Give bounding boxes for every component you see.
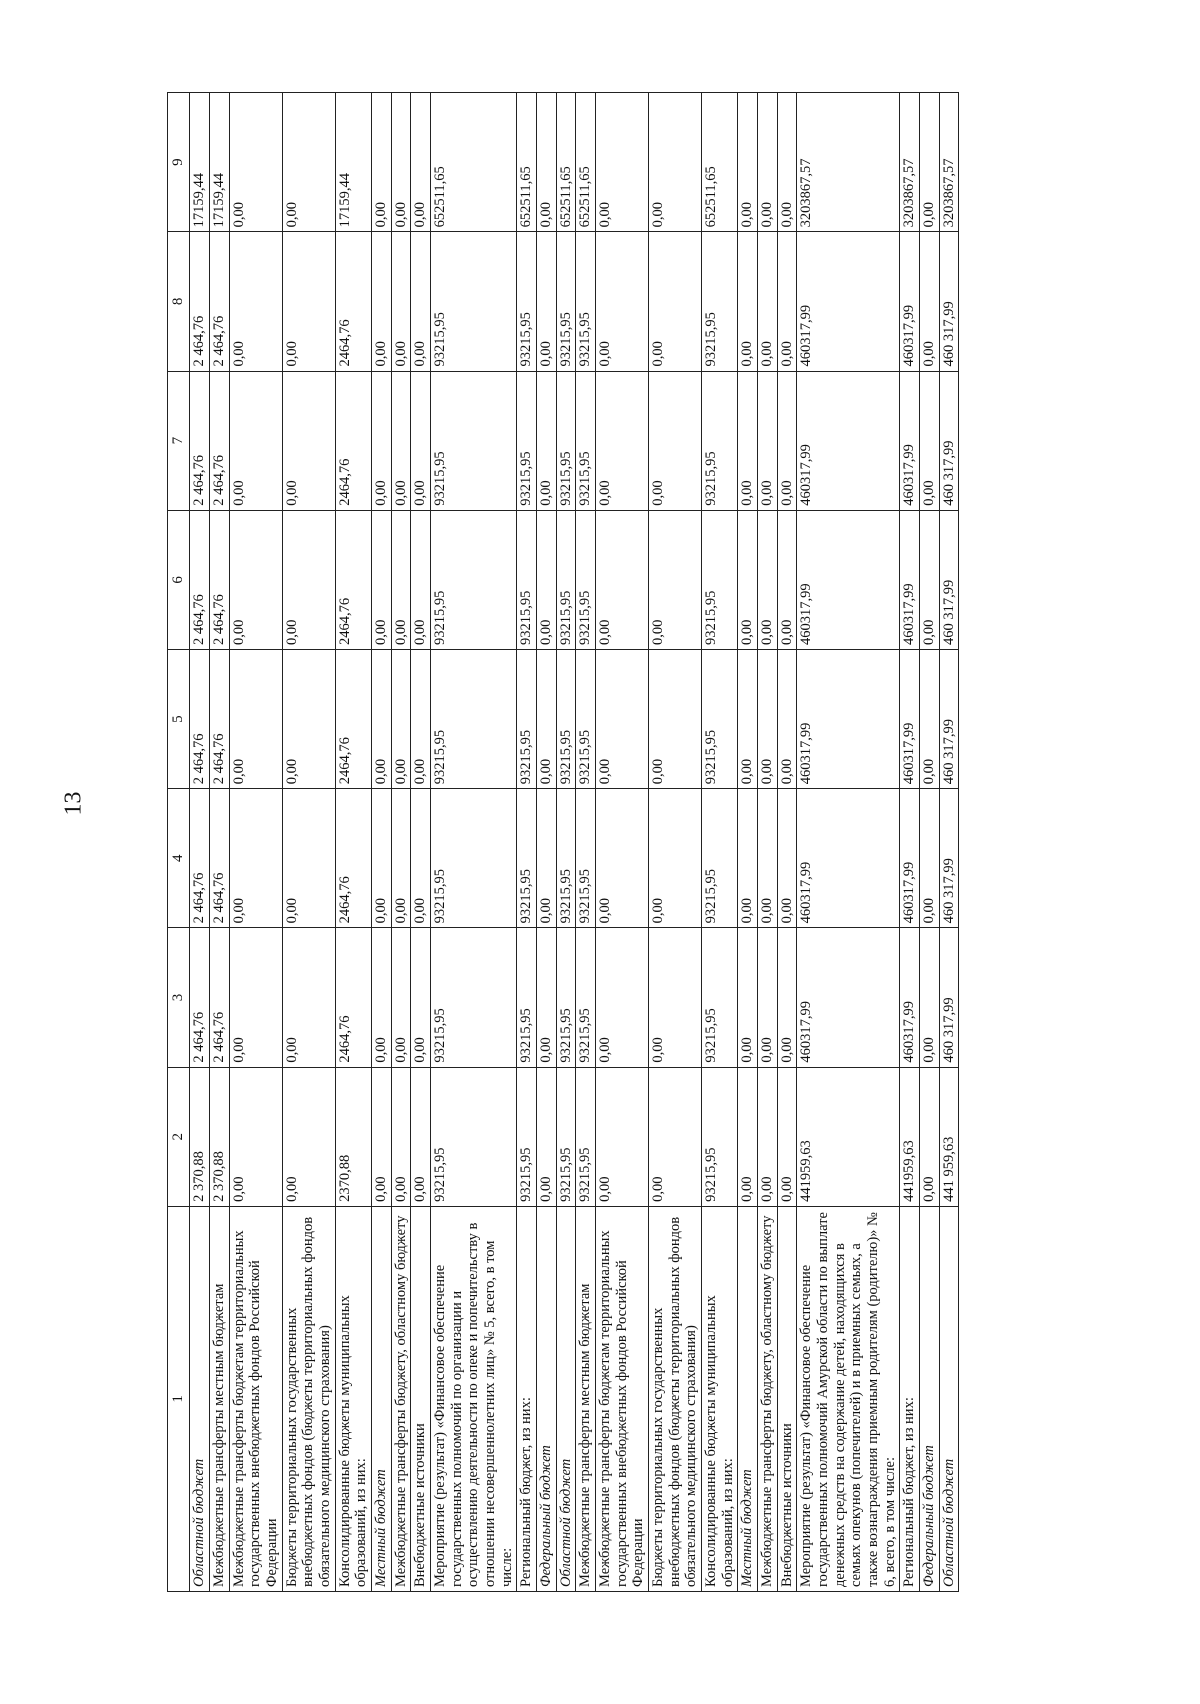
value-cell: 460 317,99 bbox=[939, 649, 959, 788]
column-header: 4 bbox=[168, 789, 190, 928]
row-label: Федеральный бюджет bbox=[537, 1206, 557, 1591]
value-cell: 0,00 bbox=[758, 1067, 778, 1206]
budget-table bbox=[167, 92, 959, 1592]
value-cell: 0,00 bbox=[391, 232, 411, 371]
value-cell: 460317,99 bbox=[797, 789, 900, 928]
value-cell: 3203867,57 bbox=[900, 93, 920, 232]
column-header: 5 bbox=[168, 649, 190, 788]
value-cell: 0,00 bbox=[371, 789, 391, 928]
value-cell: 93215,95 bbox=[702, 232, 738, 371]
value-cell: 460317,99 bbox=[797, 232, 900, 371]
value-cell: 93215,95 bbox=[430, 510, 516, 649]
value-cell: 2464,76 bbox=[335, 928, 371, 1067]
column-header: 8 bbox=[168, 232, 190, 371]
value-cell: 0,00 bbox=[411, 789, 431, 928]
table-row bbox=[702, 93, 738, 1592]
value-cell: 460 317,99 bbox=[939, 510, 959, 649]
value-cell: 2 464,76 bbox=[209, 232, 229, 371]
value-cell: 93215,95 bbox=[517, 232, 537, 371]
value-cell: 0,00 bbox=[777, 510, 797, 649]
row-label: Бюджеты территориальных государственных внебюджетных фондов (бюджеты территориальных фондов обязательного медицинского страхования) bbox=[649, 1206, 702, 1591]
value-cell: 0,00 bbox=[596, 232, 649, 371]
value-cell: 93215,95 bbox=[576, 928, 596, 1067]
column-header: 9 bbox=[168, 93, 190, 232]
row-label: Межбюджетные трансферты бюджету, областному бюджету bbox=[758, 1206, 778, 1591]
value-cell: 0,00 bbox=[282, 93, 335, 232]
value-cell: 0,00 bbox=[411, 93, 431, 232]
value-cell: 2 464,76 bbox=[190, 371, 210, 510]
value-cell: 0,00 bbox=[371, 649, 391, 788]
value-cell: 460317,99 bbox=[900, 232, 920, 371]
value-cell: 17159,44 bbox=[335, 93, 371, 232]
value-cell: 17159,44 bbox=[190, 93, 210, 232]
value-cell: 0,00 bbox=[371, 232, 391, 371]
table-header bbox=[168, 93, 190, 1592]
row-label: Внебюджетные источники bbox=[411, 1206, 431, 1591]
table-row bbox=[391, 93, 411, 1592]
table-row bbox=[282, 93, 335, 1592]
table-row bbox=[920, 93, 940, 1592]
table-row bbox=[335, 93, 371, 1592]
value-cell: 93215,95 bbox=[517, 1067, 537, 1206]
value-cell: 0,00 bbox=[537, 510, 557, 649]
column-header: 3 bbox=[168, 928, 190, 1067]
value-cell: 0,00 bbox=[229, 371, 282, 510]
row-label: Консолидированные бюджеты муниципальных образований, из них: bbox=[702, 1206, 738, 1591]
value-cell: 652511,65 bbox=[517, 93, 537, 232]
value-cell: 460317,99 bbox=[797, 928, 900, 1067]
column-header: 7 bbox=[168, 371, 190, 510]
value-cell: 93215,95 bbox=[556, 649, 576, 788]
value-cell: 2 370,88 bbox=[190, 1067, 210, 1206]
value-cell: 0,00 bbox=[282, 510, 335, 649]
value-cell: 0,00 bbox=[596, 789, 649, 928]
value-cell: 93215,95 bbox=[430, 1067, 516, 1206]
value-cell: 93215,95 bbox=[556, 232, 576, 371]
column-header: 6 bbox=[168, 510, 190, 649]
row-label: Межбюджетные трансферты бюджетам территориальных государственных внебюджетных фондов Российской Федерации bbox=[229, 1206, 282, 1591]
rotated-table-wrapper bbox=[167, 92, 1137, 1592]
table-row bbox=[209, 93, 229, 1592]
value-cell: 2 464,76 bbox=[209, 928, 229, 1067]
table-row bbox=[229, 93, 282, 1592]
value-cell: 0,00 bbox=[758, 510, 778, 649]
value-cell: 0,00 bbox=[920, 789, 940, 928]
value-cell: 0,00 bbox=[920, 928, 940, 1067]
value-cell: 93215,95 bbox=[430, 789, 516, 928]
value-cell: 0,00 bbox=[777, 371, 797, 510]
table-row bbox=[777, 93, 797, 1592]
value-cell: 0,00 bbox=[371, 510, 391, 649]
value-cell: 2464,76 bbox=[335, 649, 371, 788]
value-cell: 2370,88 bbox=[335, 1067, 371, 1206]
value-cell: 93215,95 bbox=[430, 232, 516, 371]
table-row bbox=[430, 93, 516, 1592]
value-cell: 0,00 bbox=[738, 510, 758, 649]
value-cell: 93215,95 bbox=[576, 649, 596, 788]
value-cell: 460317,99 bbox=[797, 510, 900, 649]
value-cell: 0,00 bbox=[649, 93, 702, 232]
value-cell: 0,00 bbox=[738, 371, 758, 510]
value-cell: 93215,95 bbox=[517, 649, 537, 788]
value-cell: 2464,76 bbox=[335, 232, 371, 371]
table-row bbox=[900, 93, 920, 1592]
value-cell: 93215,95 bbox=[702, 649, 738, 788]
value-cell: 0,00 bbox=[371, 371, 391, 510]
value-cell: 0,00 bbox=[738, 928, 758, 1067]
value-cell: 0,00 bbox=[537, 371, 557, 510]
value-cell: 93215,95 bbox=[517, 371, 537, 510]
value-cell: 0,00 bbox=[229, 510, 282, 649]
value-cell: 0,00 bbox=[649, 1067, 702, 1206]
value-cell: 3203867,57 bbox=[939, 93, 959, 232]
value-cell: 0,00 bbox=[758, 371, 778, 510]
value-cell: 0,00 bbox=[391, 510, 411, 649]
page-number: 13 bbox=[60, 791, 87, 816]
value-cell: 0,00 bbox=[411, 371, 431, 510]
table-body bbox=[190, 93, 959, 1592]
value-cell: 0,00 bbox=[649, 232, 702, 371]
table-row bbox=[939, 93, 959, 1592]
value-cell: 0,00 bbox=[391, 649, 411, 788]
row-label: Областной бюджет bbox=[556, 1206, 576, 1591]
value-cell: 0,00 bbox=[738, 789, 758, 928]
value-cell: 2464,76 bbox=[335, 371, 371, 510]
value-cell: 93215,95 bbox=[702, 789, 738, 928]
value-cell: 0,00 bbox=[537, 789, 557, 928]
value-cell: 93215,95 bbox=[556, 1067, 576, 1206]
value-cell: 460317,99 bbox=[900, 371, 920, 510]
value-cell: 0,00 bbox=[596, 1067, 649, 1206]
value-cell: 2464,76 bbox=[335, 510, 371, 649]
value-cell: 17159,44 bbox=[209, 93, 229, 232]
value-cell: 460317,99 bbox=[797, 371, 900, 510]
value-cell: 0,00 bbox=[649, 928, 702, 1067]
value-cell: 0,00 bbox=[596, 649, 649, 788]
row-label: Региональный бюджет, из них: bbox=[517, 1206, 537, 1591]
value-cell: 0,00 bbox=[411, 928, 431, 1067]
value-cell: 2 464,76 bbox=[190, 928, 210, 1067]
value-cell: 652511,65 bbox=[702, 93, 738, 232]
value-cell: 0,00 bbox=[391, 789, 411, 928]
value-cell: 652511,65 bbox=[576, 93, 596, 232]
value-cell: 0,00 bbox=[649, 789, 702, 928]
value-cell: 0,00 bbox=[649, 371, 702, 510]
value-cell: 0,00 bbox=[282, 232, 335, 371]
value-cell: 0,00 bbox=[537, 232, 557, 371]
value-cell: 93215,95 bbox=[517, 928, 537, 1067]
value-cell: 93215,95 bbox=[556, 371, 576, 510]
table-row bbox=[537, 93, 557, 1592]
value-cell: 0,00 bbox=[411, 649, 431, 788]
value-cell: 460 317,99 bbox=[939, 232, 959, 371]
value-cell: 3203867,57 bbox=[797, 93, 900, 232]
value-cell: 93215,95 bbox=[702, 510, 738, 649]
value-cell: 0,00 bbox=[371, 1067, 391, 1206]
value-cell: 0,00 bbox=[920, 371, 940, 510]
value-cell: 0,00 bbox=[738, 1067, 758, 1206]
row-label: Консолидированные бюджеты муниципальных образований, из них: bbox=[335, 1206, 371, 1591]
value-cell: 93215,95 bbox=[702, 1067, 738, 1206]
value-cell: 0,00 bbox=[738, 232, 758, 371]
value-cell: 93215,95 bbox=[576, 232, 596, 371]
value-cell: 0,00 bbox=[229, 232, 282, 371]
header-row bbox=[168, 93, 190, 1592]
value-cell: 460317,99 bbox=[900, 928, 920, 1067]
row-label: Федеральный бюджет bbox=[920, 1206, 940, 1591]
value-cell: 652511,65 bbox=[430, 93, 516, 232]
value-cell: 0,00 bbox=[411, 1067, 431, 1206]
table-row bbox=[649, 93, 702, 1592]
value-cell: 93215,95 bbox=[702, 371, 738, 510]
value-cell: 93215,95 bbox=[576, 371, 596, 510]
value-cell: 0,00 bbox=[649, 649, 702, 788]
row-label: Региональный бюджет, из них: bbox=[900, 1206, 920, 1591]
value-cell: 93215,95 bbox=[556, 510, 576, 649]
value-cell: 0,00 bbox=[920, 93, 940, 232]
table-row bbox=[738, 93, 758, 1592]
value-cell: 0,00 bbox=[229, 928, 282, 1067]
value-cell: 0,00 bbox=[391, 928, 411, 1067]
value-cell: 0,00 bbox=[371, 928, 391, 1067]
value-cell: 0,00 bbox=[537, 928, 557, 1067]
value-cell: 93215,95 bbox=[576, 510, 596, 649]
value-cell: 93215,95 bbox=[576, 789, 596, 928]
row-label: Местный бюджет bbox=[738, 1206, 758, 1591]
value-cell: 460317,99 bbox=[797, 649, 900, 788]
row-label: Местный бюджет bbox=[371, 1206, 391, 1591]
value-cell: 0,00 bbox=[537, 649, 557, 788]
value-cell: 2464,76 bbox=[335, 789, 371, 928]
value-cell: 0,00 bbox=[229, 789, 282, 928]
value-cell: 0,00 bbox=[596, 93, 649, 232]
value-cell: 0,00 bbox=[371, 93, 391, 232]
row-label: Мероприятие (результат) «Финансовое обеспечение государственных полномочий по организации и осуществлению деятельности по опеке и попечительству в отношении несовершеннолетних лиц» № 5, всего, в том числе: bbox=[430, 1206, 516, 1591]
value-cell: 93215,95 bbox=[430, 649, 516, 788]
value-cell: 93215,95 bbox=[556, 789, 576, 928]
value-cell: 0,00 bbox=[391, 371, 411, 510]
value-cell: 0,00 bbox=[282, 928, 335, 1067]
value-cell: 460317,99 bbox=[900, 649, 920, 788]
value-cell: 0,00 bbox=[920, 510, 940, 649]
value-cell: 0,00 bbox=[282, 1067, 335, 1206]
value-cell: 460317,99 bbox=[900, 510, 920, 649]
value-cell: 0,00 bbox=[920, 232, 940, 371]
value-cell: 0,00 bbox=[282, 649, 335, 788]
value-cell: 0,00 bbox=[758, 93, 778, 232]
value-cell: 93215,95 bbox=[430, 371, 516, 510]
value-cell: 0,00 bbox=[777, 93, 797, 232]
value-cell: 0,00 bbox=[758, 928, 778, 1067]
table-row bbox=[190, 93, 210, 1592]
value-cell: 0,00 bbox=[738, 93, 758, 232]
table-row bbox=[576, 93, 596, 1592]
value-cell: 0,00 bbox=[777, 232, 797, 371]
table-row bbox=[596, 93, 649, 1592]
column-header: 2 bbox=[168, 1067, 190, 1206]
row-label: Областной бюджет bbox=[939, 1206, 959, 1591]
value-cell: 93215,95 bbox=[556, 928, 576, 1067]
value-cell: 0,00 bbox=[537, 93, 557, 232]
value-cell: 0,00 bbox=[596, 371, 649, 510]
row-label: Межбюджетные трансферты бюджету, областному бюджету bbox=[391, 1206, 411, 1591]
value-cell: 0,00 bbox=[758, 649, 778, 788]
value-cell: 460 317,99 bbox=[939, 371, 959, 510]
table-row bbox=[758, 93, 778, 1592]
row-label: Мероприятие (результат) «Финансовое обеспечение государственных полномочий Амурской области по выплате денежных средств на содержание детей, находящихся в семьях опекунов (попечителей) и в приемных семьях, а также вознаграждения приемным родителям (родителю)» № 6, всего, в том числе: bbox=[797, 1206, 900, 1591]
value-cell: 460317,99 bbox=[900, 789, 920, 928]
value-cell: 93215,95 bbox=[517, 510, 537, 649]
value-cell: 0,00 bbox=[777, 649, 797, 788]
value-cell: 2 464,76 bbox=[209, 371, 229, 510]
table-row bbox=[371, 93, 391, 1592]
value-cell: 0,00 bbox=[758, 789, 778, 928]
value-cell: 93215,95 bbox=[702, 928, 738, 1067]
value-cell: 0,00 bbox=[229, 1067, 282, 1206]
value-cell: 2 464,76 bbox=[190, 232, 210, 371]
value-cell: 652511,65 bbox=[556, 93, 576, 232]
table-row bbox=[556, 93, 576, 1592]
value-cell: 460 317,99 bbox=[939, 928, 959, 1067]
value-cell: 0,00 bbox=[777, 789, 797, 928]
value-cell: 2 464,76 bbox=[190, 649, 210, 788]
value-cell: 460 317,99 bbox=[939, 789, 959, 928]
value-cell: 93215,95 bbox=[576, 1067, 596, 1206]
value-cell: 2 464,76 bbox=[209, 649, 229, 788]
row-label: Областной бюджет bbox=[190, 1206, 210, 1591]
value-cell: 0,00 bbox=[229, 649, 282, 788]
row-label: Бюджеты территориальных государственных внебюджетных фондов (бюджеты территориальных фондов обязательного медицинского страхования) bbox=[282, 1206, 335, 1591]
value-cell: 0,00 bbox=[920, 1067, 940, 1206]
value-cell: 93215,95 bbox=[517, 789, 537, 928]
value-cell: 2 464,76 bbox=[209, 510, 229, 649]
value-cell: 0,00 bbox=[649, 510, 702, 649]
column-header: 1 bbox=[168, 1206, 190, 1591]
value-cell: 2 464,76 bbox=[209, 789, 229, 928]
value-cell: 0,00 bbox=[282, 789, 335, 928]
value-cell: 0,00 bbox=[411, 232, 431, 371]
row-label: Межбюджетные трансферты местным бюджетам bbox=[576, 1206, 596, 1591]
value-cell: 441959,63 bbox=[900, 1067, 920, 1206]
value-cell: 0,00 bbox=[411, 510, 431, 649]
table-row bbox=[517, 93, 537, 1592]
value-cell: 2 464,76 bbox=[190, 510, 210, 649]
value-cell: 441 959,63 bbox=[939, 1067, 959, 1206]
value-cell: 0,00 bbox=[777, 1067, 797, 1206]
row-label: Внебюджетные источники bbox=[777, 1206, 797, 1591]
value-cell: 0,00 bbox=[229, 93, 282, 232]
row-label: Межбюджетные трансферты местным бюджетам bbox=[209, 1206, 229, 1591]
value-cell: 0,00 bbox=[282, 371, 335, 510]
value-cell: 0,00 bbox=[391, 1067, 411, 1206]
value-cell: 441959,63 bbox=[797, 1067, 900, 1206]
value-cell: 0,00 bbox=[537, 1067, 557, 1206]
value-cell: 0,00 bbox=[391, 93, 411, 232]
value-cell: 0,00 bbox=[596, 928, 649, 1067]
value-cell: 0,00 bbox=[738, 649, 758, 788]
value-cell: 2 370,88 bbox=[209, 1067, 229, 1206]
table-row bbox=[797, 93, 900, 1592]
value-cell: 2 464,76 bbox=[190, 789, 210, 928]
value-cell: 0,00 bbox=[758, 232, 778, 371]
table-row bbox=[411, 93, 431, 1592]
row-label: Межбюджетные трансферты бюджетам территориальных государственных внебюджетных фондов Российской Федерации bbox=[596, 1206, 649, 1591]
value-cell: 0,00 bbox=[920, 649, 940, 788]
value-cell: 93215,95 bbox=[430, 928, 516, 1067]
value-cell: 0,00 bbox=[596, 510, 649, 649]
value-cell: 0,00 bbox=[777, 928, 797, 1067]
